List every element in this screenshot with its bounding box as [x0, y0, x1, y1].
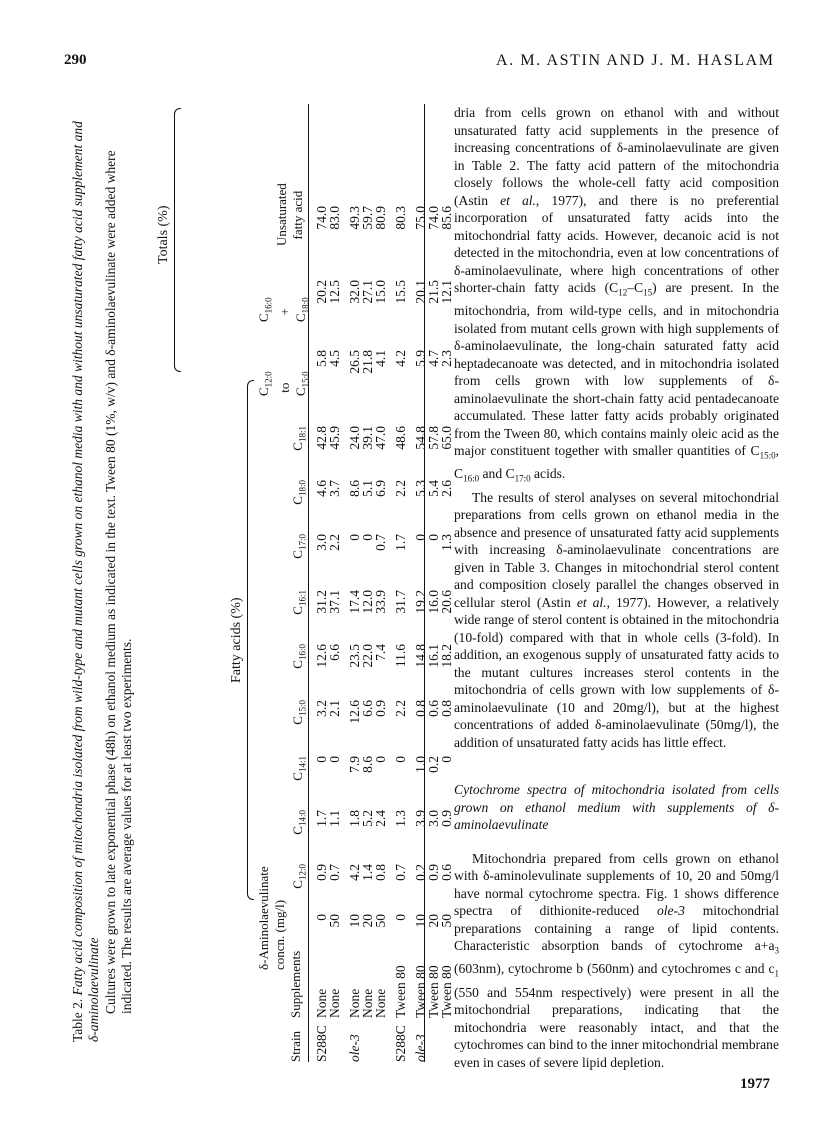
row-ala-concn: 20 — [426, 914, 441, 928]
row-value: 83.0 — [327, 206, 342, 230]
row-value: 1.8 — [347, 810, 362, 827]
col-total-unsat: Unsaturated fatty acid — [274, 183, 305, 246]
row-value: 47.0 — [373, 426, 388, 450]
row-value: 2.2 — [393, 480, 408, 497]
row-value: 39.1 — [360, 426, 375, 450]
row-value: 74.0 — [426, 206, 441, 230]
row-value: 12.6 — [347, 700, 362, 724]
row-value: 80.9 — [373, 206, 388, 230]
row-value: 5.9 — [413, 350, 428, 367]
row-value: 65.0 — [439, 426, 454, 450]
row-value: 0 — [314, 756, 329, 763]
paragraph-2: The results of sterol analyses on several mitochondrial preparations from cells grown on ethanol media in the absence and presence of unsaturated fatty acid supplements with increasing δ-aminolaevulinate concentrations are given in Table 3. Changes in mitochondrial sterol content and composition closely parallel the changes observed in cellular sterol (Astin et al., 1977). However, a relatively wide range of sterol content is obtained in the mitochondria (10-fold) compared with that in whole cells (3-fold). In addition, an exogenous supply of unsaturated fatty acids to the mutant cultures increases sterol contents in the mitochondria of cells grown with low supplements of δ-aminolaevulinate (10 and 20mg/l), but at the highest concentrations of added δ-aminolaevulinate (50mg/l), the addition of unsaturated fatty acids has little effect. — [454, 489, 779, 750]
row-value: 0.8 — [373, 864, 388, 881]
totals-header: Totals (%) — [156, 205, 171, 264]
row-value: 1.7 — [393, 534, 408, 551]
row-ala-concn: 50 — [373, 914, 388, 928]
col-total-long: $C_{16:0}$ + $C_{18:0}$ — [256, 297, 311, 322]
row-value: 18.2 — [439, 644, 454, 668]
row-value: 85.6 — [439, 206, 454, 230]
row-value: 17.4 — [347, 590, 362, 614]
row-value: 54.8 — [413, 426, 428, 450]
row-value: 15.5 — [393, 280, 408, 304]
row-supplement: Tween 80 — [393, 965, 408, 1018]
footer-year: 1977 — [740, 1076, 770, 1092]
row-value: 0 — [426, 534, 441, 541]
row-value: 14.8 — [413, 644, 428, 668]
col-C14-1: $C_{14:1}$ — [290, 756, 308, 781]
row-value: 3.0 — [426, 810, 441, 827]
row-value: 0.6 — [439, 864, 454, 881]
row-value: 0 — [413, 534, 428, 541]
row-value: 74.0 — [314, 206, 329, 230]
row-value: 12.1 — [439, 280, 454, 304]
row-value: 5.3 — [413, 480, 428, 497]
paragraph-3: Mitochondria prepared from cells grown on ethanol with δ-aminolevulinate supplements of 10, 20 and 50mg/l have normal cytochrome spectra. Fig. 1 shows difference spectra of dithionite-reduced ole-3 mitochondrial preparations containing a range of lipid contents. Characteristic absorption bands of cytochrome $a+a_3$ (603nm), cytochrome b (560nm) and cytochromes c and $c_1$ (550 and 554nm respectively) were present in all the mitochondrial preparations, indicating that the mitochondria were reasonably intact, and that the cytochromes can bind to the inner mitochondrial membrane even in cases of severe lipid depletion. — [454, 850, 780, 1070]
row-value: 0 — [347, 534, 362, 541]
row-value: 0.8 — [439, 700, 454, 717]
row-value: 0.6 — [426, 700, 441, 717]
row-value: 37.1 — [327, 590, 342, 614]
col-C15-0: $C_{15:0}$ — [290, 700, 308, 725]
col-C16-1: $C_{16:1}$ — [290, 590, 308, 615]
row-value: 0.7 — [393, 864, 408, 881]
row-value: 75.0 — [413, 206, 428, 230]
row-value: 42.8 — [314, 426, 329, 450]
row-value: 2.3 — [439, 350, 454, 367]
row-value: 15.0 — [373, 280, 388, 304]
row-value: 1.3 — [439, 534, 454, 551]
row-value: 4.5 — [327, 350, 342, 367]
paragraph-1: dria from cells grown on ethanol with and without unsaturated fatty acid supplements in the presence of increasing concentrations of δ-aminolaevulinate are given in Table 2. The fatty acid pattern of the mitochondria closely follows the whole-cell fatty acid composition (Astin et al., 1977), and there is no preferential incorporation of unsaturated fatty acids into the mitochondrial fatty acids. However, decanoic acid is not detected in the mitochondria, even at low concentrations of δ-aminolaevulinate, where high concentrations of other shorter-chain fatty acids $(C_{12}-C_{15})$ are present. In the mitochondria, from wild-type cells, and in mitochondria isolated from mutant cells grown with high supplements of δ-aminolaevulinate, the long-chain saturated fatty acid heptadecanoate was detected, and in mitochondria isolated from cells grown with low supplements of δ-aminolaevulinate the short-chain fatty acid pentadecanoate accumulated. These latter fatty acids probably originated from the Tween 80, which contains mainly oleic acid as the major constituent together with smaller quantities of $C_{15:0}$, $C_{16:0}$ and $C_{17:0}$ acids. — [454, 105, 779, 485]
row-value: 7.4 — [373, 644, 388, 661]
row-value: 16.0 — [426, 590, 441, 614]
row-value: 6.6 — [360, 700, 375, 717]
row-value: 21.8 — [360, 350, 375, 374]
row-supplement: Tween 80 — [413, 965, 428, 1018]
col-C16-0: $C_{16:0}$ — [290, 644, 308, 669]
row-value: 11.6 — [393, 644, 408, 668]
col-strain: Strain — [288, 1030, 303, 1062]
table-title: Table 2. — [70, 998, 85, 1042]
totals-brace — [174, 108, 181, 372]
row-value: 4.7 — [426, 350, 441, 367]
row-value: 5.4 — [426, 480, 441, 497]
row-ala-concn: 10 — [347, 914, 362, 928]
row-ala-concn: 50 — [327, 914, 342, 928]
page-number: 290 — [64, 52, 87, 68]
row-supplement: None — [373, 988, 388, 1018]
row-value: 1.3 — [393, 810, 408, 827]
row-supplement: None — [360, 988, 375, 1018]
row-value: 20.6 — [439, 590, 454, 614]
row-ala-concn: 0 — [314, 914, 329, 921]
row-value: 19.2 — [413, 590, 428, 614]
row-value: 26.5 — [347, 350, 362, 374]
row-supplement: Tween 80 — [426, 965, 441, 1018]
col-total-short: $C_{12:0}$ to $C_{15:0}$ — [256, 371, 311, 396]
row-strain: ole-3 — [347, 1034, 362, 1062]
row-supplement: None — [347, 988, 362, 1018]
row-value: 0 — [439, 756, 454, 763]
row-ala-concn: 0 — [393, 914, 408, 921]
row-strain: S288C — [314, 1025, 329, 1062]
row-value: 27.1 — [360, 280, 375, 304]
row-value: 5.2 — [360, 810, 375, 827]
row-value: 2.1 — [327, 700, 342, 717]
row-value: 12.0 — [360, 590, 375, 614]
row-value: 0.8 — [413, 700, 428, 717]
row-value: 3.0 — [314, 534, 329, 551]
table-caption-text: Fatty acid composition of mitochondria isolated from wild-type and mutant cells grown on ethanol media with and without unsaturated fatty acid supplement and δ-aminolaevulinate — [70, 121, 101, 1042]
row-value: 0.7 — [373, 534, 388, 551]
row-value: 6.9 — [373, 480, 388, 497]
row-value: 3.9 — [413, 810, 428, 827]
row-value: 22.0 — [360, 644, 375, 668]
row-ala-concn: 50 — [439, 914, 454, 928]
row-value: 16.1 — [426, 644, 441, 668]
row-value: 5.8 — [314, 350, 329, 367]
row-value: 33.9 — [373, 590, 388, 614]
row-value: 2.2 — [327, 534, 342, 551]
row-value: 0 — [373, 756, 388, 763]
row-value: 3.2 — [314, 700, 329, 717]
row-value: 1.0 — [413, 756, 428, 773]
row-value: 5.1 — [360, 480, 375, 497]
col-C18-1: $C_{18:1}$ — [290, 426, 308, 451]
row-ala-concn: 20 — [360, 914, 375, 928]
row-value: 31.2 — [314, 590, 329, 614]
row-value: 48.6 — [393, 426, 408, 450]
col-supplements: Supplements — [288, 950, 303, 1018]
row-value: 80.3 — [393, 206, 408, 230]
row-value: 32.0 — [347, 280, 362, 304]
col-ala: δ-Aminolaevulinate concn. (mg/l) — [256, 866, 287, 970]
row-value: 1.7 — [314, 810, 329, 827]
row-value: 0.9 — [314, 864, 329, 881]
row-value: 0.7 — [327, 864, 342, 881]
row-value: 1.1 — [327, 810, 342, 827]
row-value: 20.2 — [314, 280, 329, 304]
row-supplement: None — [314, 988, 329, 1018]
row-value: 12.6 — [314, 644, 329, 668]
row-value: 20.1 — [413, 280, 428, 304]
row-value: 0.2 — [413, 864, 428, 881]
row-value: 31.7 — [393, 590, 408, 614]
body-text — [454, 104, 779, 1071]
row-value: 23.5 — [347, 644, 362, 668]
row-value: 3.7 — [327, 480, 342, 497]
row-value: 49.3 — [347, 206, 362, 230]
col-C12-0: $C_{12:0}$ — [290, 864, 308, 889]
table-note: Cultures were grown to late exponential phase (48h) on ethanol medium as indicated in the text. Tween 80 (1%, w/v) and δ-aminolaevulinate were added where indicated. The results are average values for at least two experiments. — [103, 150, 134, 1014]
row-value: 12.5 — [327, 280, 342, 304]
row-value: 4.6 — [314, 480, 329, 497]
row-value: 2.6 — [439, 480, 454, 497]
row-value: 7.9 — [347, 756, 362, 773]
row-value: 0 — [327, 756, 342, 763]
row-supplement: None — [327, 988, 342, 1018]
row-value: 0.2 — [426, 756, 441, 773]
row-value: 2.2 — [393, 700, 408, 717]
row-value: 4.2 — [393, 350, 408, 367]
row-value: 0.9 — [373, 700, 388, 717]
section-heading: Cytochrome spectra of mitochondria isolated from cells grown on ethanol medium with supplements of δ-aminolaevulinate — [454, 782, 779, 833]
table-caption — [70, 112, 102, 1042]
row-value: 24.0 — [347, 426, 362, 450]
row-value: 2.4 — [373, 810, 388, 827]
row-ala-concn: 10 — [413, 914, 428, 928]
row-value: 21.5 — [426, 280, 441, 304]
bottom-rule — [424, 104, 425, 1062]
row-value: 0 — [360, 534, 375, 541]
fatty-acids-header: Fatty acids (%) — [229, 597, 244, 683]
fatty-acids-brace — [247, 380, 254, 900]
row-value: 57.8 — [426, 426, 441, 450]
row-strain: ole-3 — [413, 1034, 428, 1062]
header-rule — [308, 104, 309, 1062]
row-value: 6.6 — [327, 644, 342, 661]
row-value: 4.1 — [373, 350, 388, 367]
row-value: 0.9 — [439, 810, 454, 827]
row-value: 0.9 — [426, 864, 441, 881]
row-supplement: Tween 80 — [439, 965, 454, 1018]
row-value: 8.6 — [360, 756, 375, 773]
row-value: 59.7 — [360, 206, 375, 230]
row-value: 0 — [393, 756, 408, 763]
row-value: 45.9 — [327, 426, 342, 450]
running-head: A. M. ASTIN AND J. M. HASLAM — [496, 52, 775, 69]
row-strain: S288C — [393, 1025, 408, 1062]
col-C18-0: $C_{18:0}$ — [290, 480, 308, 505]
row-value: 4.2 — [347, 864, 362, 881]
col-C14-0: $C_{14:0}$ — [290, 810, 308, 835]
row-value: 8.6 — [347, 480, 362, 497]
table-2 — [70, 102, 454, 1062]
col-C17-0: $C_{17:0}$ — [290, 534, 308, 559]
row-value: 1.4 — [360, 864, 375, 881]
